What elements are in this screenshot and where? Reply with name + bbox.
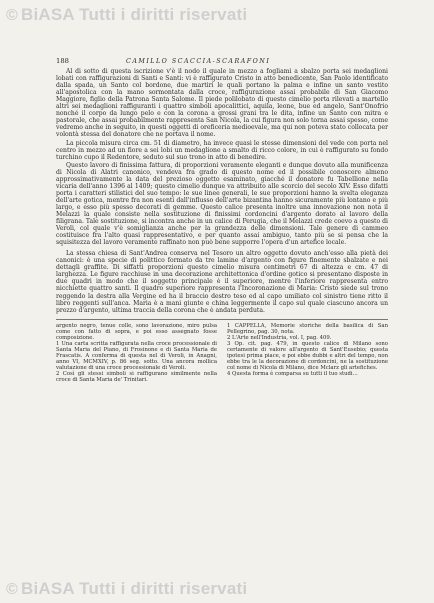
copyright-icon: © [6,581,18,598]
footnotes [56,323,388,384]
running-title: CAMILLO SCACCIA-SCARAFONI [126,58,271,65]
watermark-bottom [6,579,247,599]
watermark-text: BiASA Tutti i diritti riservati [21,579,248,598]
running-head [56,58,388,65]
body-paragraph: La piccola misura circa cm. 51 di diametro, ha invece quasi le stesse dimensioni del vede con porta nel centro in mezzo ad un fiore a sei lobi un medaglione a smalto di ricco colore, in cui è raffigurato su fondo turchino cupo il Redentore, seduto sul suo trono in atto di benedire. [56,139,388,161]
watermark-top [6,5,247,25]
footnotes-right-column [227,323,388,384]
footnote: 1 Una carta scritta raffigurata nella croce processionale di Santa Maria del Piano, di Frosinone e di Santa Maria de Frascatis. A conferma di questa nel di Veroli, in Anagni, anno VI, MCMXIV, p. 86 seg. sotto. Una ancora mollica valutazione di una croce processionale di Veroli. [56,340,217,372]
footnote: 4 Questa forma è comparsa su tutti il tuo studi... [227,371,358,378]
scanned-page [56,58,388,384]
footnote: argento negro, tenue colle, sono lavorazione, miro pulsa come con fatto di sopra, e poi esso assegnato fosse composizione. [56,322,217,341]
body-paragraph: La stessa chiesa di Sant'Andrea conserva nel Tesoro un altro oggetto dovuto anch'esso alla pietà dei canonici: è una specie di polittico formato da tre lamine d'argento con figure finemente sbalzate e nei dettagli graffite. Di siffatti proporzioni questo cimelio misura centimetri 67 di altezza e cm. 47 di larghezza. Le figure racchiuse in una decorazione architettonica d'ordine gotico si presentano disposte in due quadri in modo che il soggetto principale è il superiore, mentre l'inferiore rappresenta entro nicchiette quattro santi. Il quadro superiore rappresenta l'Incoronazione di Maria: Cristo siede sul trono reggendo la destra alla Vergine ed ha il braccio destro teso ed al capo umiliato col sinistro tiene ritto il libro reggenti sull'anca. Maria è a mani giunte e china leggermente il capo sul quale ciascuno ancora un prezzo d'argento, ultima traccia della corona che è andata perduta. [56,250,388,314]
body-paragraph: Questo lavoro di finissima fattura, di proporzioni veramente eleganti e dunque dovuto alla munificenza di Nicola di Alatri canonico, vendeva fra grado di questo nome ed il possibile conoscere almeno approssimativamente la data del prezioso oggetto esaminato, giacché il donatore fu Tabellione nella vicaria dell'anno 1396 al 1409; questo cimelio dunque va attribuito alle scorcio del secolo XIV. Esso difatti porta i caratteri stilistici del suo tempo: le sue linee generali, le sue proporzioni hanno la svelta eleganza dell'arte gotica, mentre fra non esenti dall'influsso dell'arte bizantina hanno sicuramente più lontano e più largo, e esso più spesso decorati di gemme. Questo calice presenta inoltre una innovazione non nota il Melazzi la quale consiste nella sostituzione di finissimi cordoncini d'argento dorato al lavoro della filigrana. Tale sostituzione, si incontra anche in un calice di Perugia, che il Melazzi crede coevo a questo di Veroli, col quale v'è somiglianza anche per la grandezza delle dimensioni. Tale genere di cammeo costituisce fra l'alto quasi rappresentativo, e per quanto assai ambiguo, tanto più se si pensa che la squisitezza del lavoro veramente raffinato non può bene supporre l'opera d'un artefice locale. [56,161,388,247]
page-number: 188 [56,57,69,65]
watermark-text: BiASA Tutti i diritti riservati [21,5,248,24]
footnote: 1 CAPPELLA, Memorie storiche della basilica di San Pellegrino, pag. 30, nota. [227,322,388,335]
body-paragraph: Al di sotto di questa iscrizione v'è il nodo il quale in mezzo a fogliami a sbalzo porta sei medaglioni lobati con raffigurazioni di Santi e Santi: vi è raffigurato Cristo in atto benedicente, San Paolo identificato dalla spada, un Santo col bordone, due martiri le quali portano la palma e infine un santo vestito all'apostolica con la mano sormontata dalla croce, raffigurazione assai probabile di San Giacomo Maggiore, figlio della Patrona Santa Salome. Il piede polilobato di questo cimelio porta rilevati a martello altri sei medaglioni raffiguranti i quattro simboli apocalittici, aquila, leone, bue ed angelo, Sant'Onofrio nonché il corpo da lungo pelo e con la corona a grossi grani tra le dita, infine un Santo con mitra e pastorale, che assai probabilmente rappresenta San Nicola, la cui figura non solo torna assai spesso, come vedremo anche in seguito, in questi oggetti di oreficeria medioevale, ma qui non poteva stato collocata per volontà stessa del donatore che ne portava il nome. [56,68,388,139]
footnotes-left-column [56,323,217,384]
copyright-icon: © [6,7,18,24]
footnote: 2 L'Arte nell'Industria, vol. I, pag. 409. [227,334,332,341]
footnote: 2 Così gli stessi simboli si raffigurano similmente nella croce di Santa Maria de' Trinitari. [56,371,217,384]
footnote-rule [56,319,388,320]
footnote: 3 Op. cit. pag. 479, in questo calice di Milano sono certamente di valore all'argento di Sant'Eusebio; questa ipotesi prima piace, e poi ebbe dubbi e altri del tempo, non ebbe tra le la decorazione di cordoncini, ne la sostituzione col nome di Nicola di Milano, dice Mclarz gli artefiches. [227,340,388,372]
